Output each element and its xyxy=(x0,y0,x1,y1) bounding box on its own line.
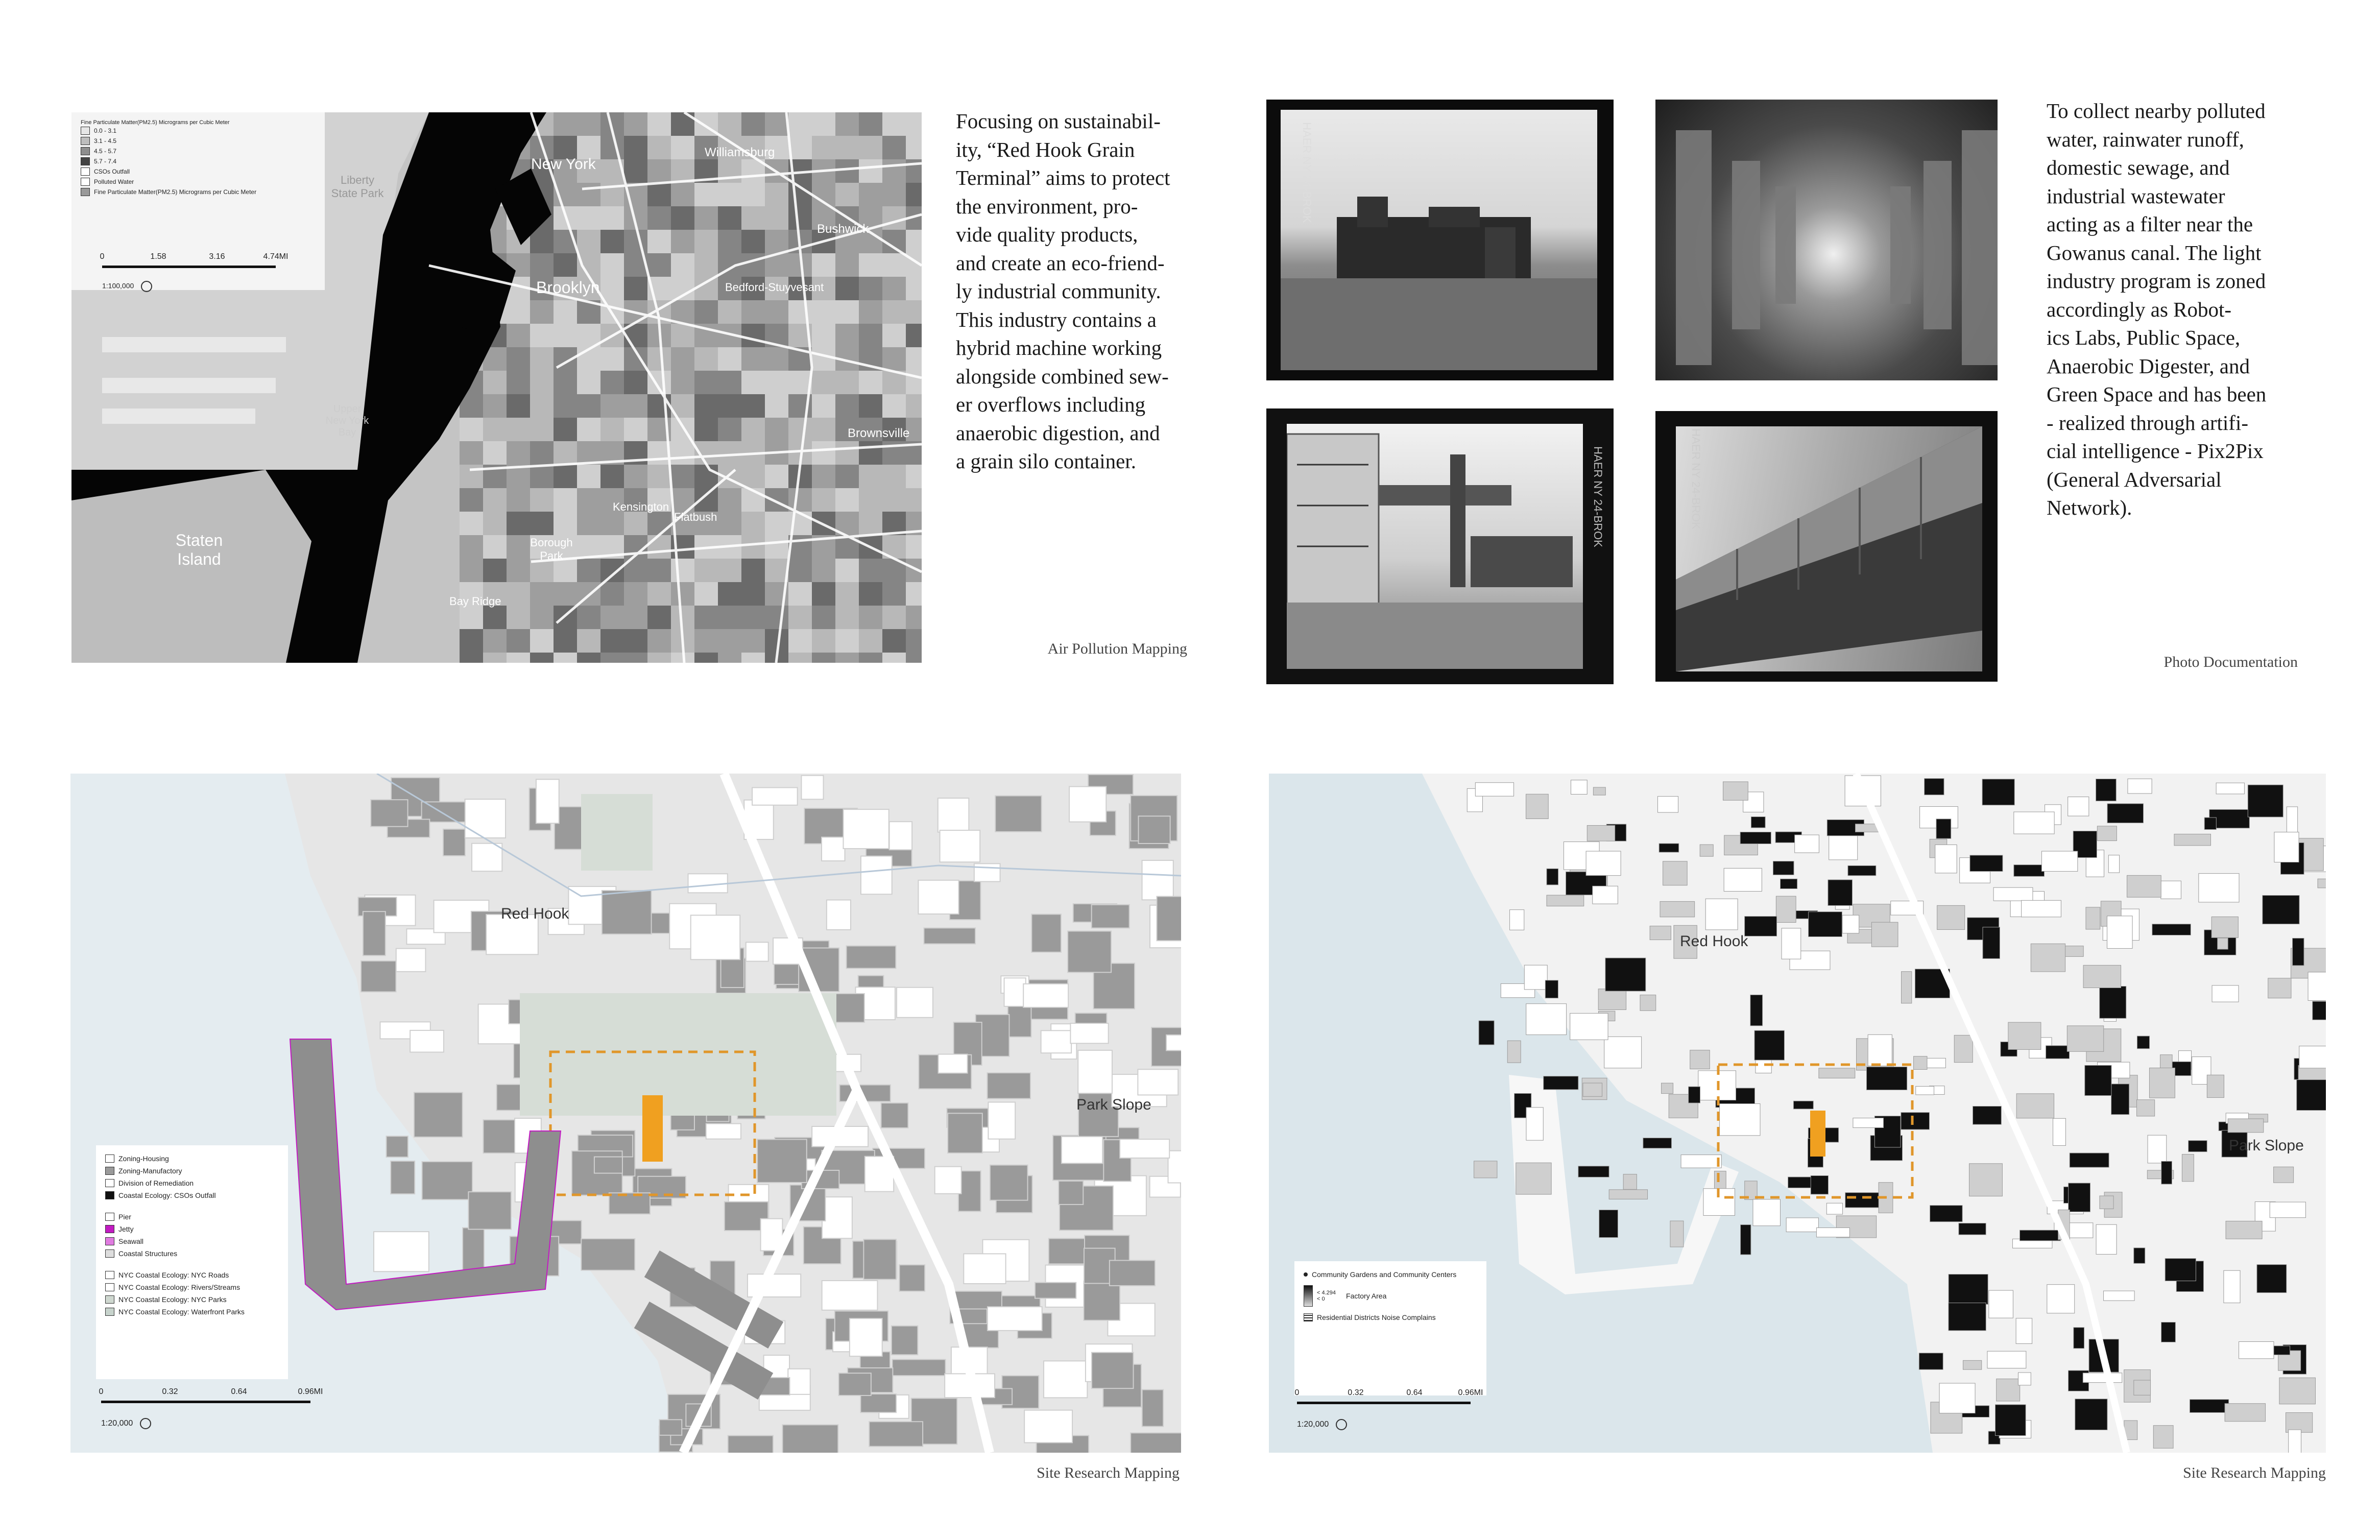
legend-label: CSOs Outfall xyxy=(94,168,130,175)
legend-label: 4.5 - 5.7 xyxy=(94,148,117,155)
figure-ground-scale-bar xyxy=(1294,1388,1483,1432)
photo-stamp: HAER NY 24-BROK xyxy=(1689,428,1702,530)
place-label: Upper New York Bay xyxy=(325,403,369,438)
scale-ratio: 1:100,000 xyxy=(102,281,134,290)
legend-swatch xyxy=(105,1308,114,1316)
legend-row xyxy=(105,1235,279,1247)
place-label: Staten Island xyxy=(175,531,223,568)
site-research-caption-left: Site Research Mapping xyxy=(1037,1464,1180,1481)
legend-swatch xyxy=(105,1167,114,1175)
legend-row xyxy=(105,1189,279,1201)
legend-swatch xyxy=(105,1283,114,1291)
grain-silo-silhouette xyxy=(1281,110,1597,370)
legend-swatch xyxy=(81,167,90,176)
legend-label: Seawall xyxy=(118,1237,144,1245)
scale-label: 0.64 xyxy=(1406,1388,1423,1397)
legend-row xyxy=(105,1152,279,1165)
scale-label: 0 xyxy=(99,1387,104,1396)
grain-terminal-site xyxy=(642,1095,663,1162)
map-label-red-hook: Red Hook xyxy=(1680,933,1748,950)
dot-icon xyxy=(1304,1272,1308,1277)
legend-swatch xyxy=(81,127,90,135)
legend-row xyxy=(105,1177,279,1189)
legend-label: Polluted Water xyxy=(94,178,134,185)
scale-label: 0 xyxy=(1294,1388,1300,1397)
legend-label: Division of Remediation xyxy=(118,1179,194,1187)
place-label: Liberty State Park xyxy=(331,174,384,200)
legend-swatch xyxy=(105,1237,114,1245)
legend-row xyxy=(81,156,316,166)
place-label: Brooklyn xyxy=(536,278,600,297)
legend-label: Zoning-Manufactory xyxy=(118,1167,182,1175)
legend-label: Pier xyxy=(118,1213,131,1221)
site-research-map-figure-ground xyxy=(1269,774,2326,1453)
legend-swatch xyxy=(105,1179,114,1187)
site-research-caption-right: Site Research Mapping xyxy=(2183,1464,2326,1481)
scale-label: 4.74MI xyxy=(263,252,289,261)
air-pollution-scale-bar xyxy=(100,252,289,296)
legend-row xyxy=(1304,1268,1477,1281)
photo-documentation-caption: Photo Documentation xyxy=(2163,654,2298,670)
north-arrow-icon xyxy=(141,281,152,292)
legend-label: Zoning-Housing xyxy=(118,1154,169,1163)
legend-label: NYC Coastal Ecology: NYC Parks xyxy=(118,1295,227,1304)
photo-silo-undercroft xyxy=(1655,100,1998,380)
place-label: Flatbush xyxy=(674,511,717,523)
scale-ratio: 1:20,000 xyxy=(101,1419,133,1428)
scale-label: 1.58 xyxy=(150,252,166,261)
legend-swatch xyxy=(81,178,90,186)
legend-value: < 4.294 xyxy=(1317,1290,1336,1296)
legend-label: Fine Particulate Matter(PM2.5) Micrograms per Cubic Meter xyxy=(94,188,257,196)
photo-pier-gallery xyxy=(1655,411,1998,682)
legend-swatch xyxy=(105,1249,114,1258)
right-paragraph: To collect nearby polluted water, rainwater runoff, domestic sewage, and industrial wastewater acting as a filter near the Gowanus canal. The light industry program is zoned accordingly as Robot- ics Labs, Public Space, Anaerobic Digester, and Green Space and has been - realized through artifi- cial intelligence - Pix2Pix (General Adversarial Network). xyxy=(2047,99,2267,519)
undercroft-columns xyxy=(1655,100,1998,380)
legend-label: Coastal Ecology: CSOs Outfall xyxy=(118,1191,216,1199)
legend-swatch xyxy=(81,147,90,155)
legend-swatch xyxy=(81,157,90,165)
legend-swatch xyxy=(81,188,90,196)
scale-ratio: 1:20,000 xyxy=(1297,1420,1329,1429)
legend-swatch xyxy=(105,1271,114,1279)
legend-row xyxy=(1304,1281,1477,1311)
site-research-map-zoning xyxy=(70,774,1181,1453)
legend-row xyxy=(81,146,316,156)
legend-row xyxy=(81,177,316,187)
scale-label: 0.64 xyxy=(231,1387,247,1396)
legend-label: 5.7 - 7.4 xyxy=(94,158,117,165)
photo-stamp: HAER NY 24-BROK xyxy=(1300,122,1313,223)
scale-label: 3.16 xyxy=(209,252,225,261)
legend-row xyxy=(105,1293,279,1306)
scale-label: 0.96MI xyxy=(298,1387,323,1396)
place-label: Borough Park xyxy=(530,536,573,562)
legend-label: Community Gardens and Community Centers xyxy=(1312,1270,1457,1279)
place-label: Bushwick xyxy=(817,222,869,236)
legend-row xyxy=(105,1165,279,1177)
legend-label: Coastal Structures xyxy=(118,1249,178,1258)
scale-label: 0.32 xyxy=(1348,1388,1364,1397)
legend-row xyxy=(81,166,316,177)
place-label: Bedford-Stuyvesant xyxy=(725,281,824,294)
zoning-scale-bar xyxy=(99,1387,323,1431)
legend-label: Residential Districts Noise Complains xyxy=(1317,1313,1436,1321)
legend-label: Factory Area xyxy=(1346,1292,1387,1300)
legend-swatch xyxy=(105,1154,114,1163)
legend-row xyxy=(105,1247,279,1260)
photo-grain-terminal-exterior xyxy=(1266,100,1614,380)
legend-swatch xyxy=(81,137,90,145)
legend-swatch xyxy=(105,1225,114,1233)
legend-label: NYC Coastal Ecology: NYC Roads xyxy=(118,1271,229,1279)
map-label-park-slope: Park Slope xyxy=(2229,1137,2304,1154)
legend-title: Fine Particulate Matter(PM2.5) Micrograms per Cubic Meter xyxy=(81,119,230,126)
legend-swatch xyxy=(105,1191,114,1199)
legend-swatch xyxy=(105,1295,114,1304)
legend-rows xyxy=(81,126,316,197)
legend-label: NYC Coastal Ecology: Rivers/Streams xyxy=(118,1283,241,1291)
place-label: Bay Ridge xyxy=(449,595,501,608)
factory-gradient-swatch xyxy=(1304,1285,1313,1307)
legend-row xyxy=(105,1211,279,1223)
north-arrow-icon xyxy=(1336,1419,1347,1430)
map-label-red-hook: Red Hook xyxy=(501,905,569,922)
scale-label: 0 xyxy=(100,252,105,261)
place-label: Brownsville xyxy=(848,426,910,440)
air-pollution-legend xyxy=(71,112,325,290)
hatch-swatch xyxy=(1304,1313,1313,1321)
legend-label: 3.1 - 4.5 xyxy=(94,137,117,145)
legend-label: Jetty xyxy=(118,1225,134,1233)
legend-values xyxy=(1317,1290,1336,1302)
legend-row xyxy=(81,187,316,197)
legend-row xyxy=(1304,1311,1477,1324)
legend-row xyxy=(105,1306,279,1318)
legend-row xyxy=(81,136,316,146)
legend-label: NYC Coastal Ecology: Waterfront Parks xyxy=(118,1308,245,1316)
map-label-park-slope: Park Slope xyxy=(1076,1096,1151,1113)
legend-row xyxy=(105,1269,279,1281)
scale-label: 0.96MI xyxy=(1458,1388,1483,1397)
legend-row xyxy=(105,1281,279,1293)
pier-structure xyxy=(1676,426,1982,671)
figure-ground-legend xyxy=(1294,1261,1486,1395)
scale-label: 0.32 xyxy=(162,1387,178,1396)
photo-stamp: HAER NY 24-BROK xyxy=(1591,446,1604,547)
zoning-legend xyxy=(96,1145,288,1379)
legend-label: 0.0 - 3.1 xyxy=(94,127,117,134)
intro-paragraph: Focusing on sustainabil- ity, “Red Hook Grain Terminal” aims to protect the environment, pro- vide quality products, and create an eco-friend- ly industrial community. This industry contains a hybrid machine working alongside combined sew- er overflows including anaerobic digestion, and a grain silo container. xyxy=(956,109,1170,473)
legend-rows xyxy=(105,1152,279,1318)
legend-row xyxy=(81,126,316,136)
legend-row xyxy=(105,1223,279,1235)
place-label: Kensington xyxy=(613,500,669,513)
photo-terminal-gantry xyxy=(1266,408,1614,684)
place-label: Williamsburg xyxy=(705,146,775,159)
north-arrow-icon xyxy=(140,1418,151,1429)
air-pollution-caption: Air Pollution Mapping xyxy=(1047,640,1187,657)
place-label: New York xyxy=(531,156,596,173)
legend-value: < 0 xyxy=(1317,1296,1325,1302)
legend-swatch xyxy=(105,1213,114,1221)
gantry-structure xyxy=(1287,424,1583,669)
air-pollution-map xyxy=(71,112,922,663)
grain-terminal-site xyxy=(1810,1111,1825,1157)
